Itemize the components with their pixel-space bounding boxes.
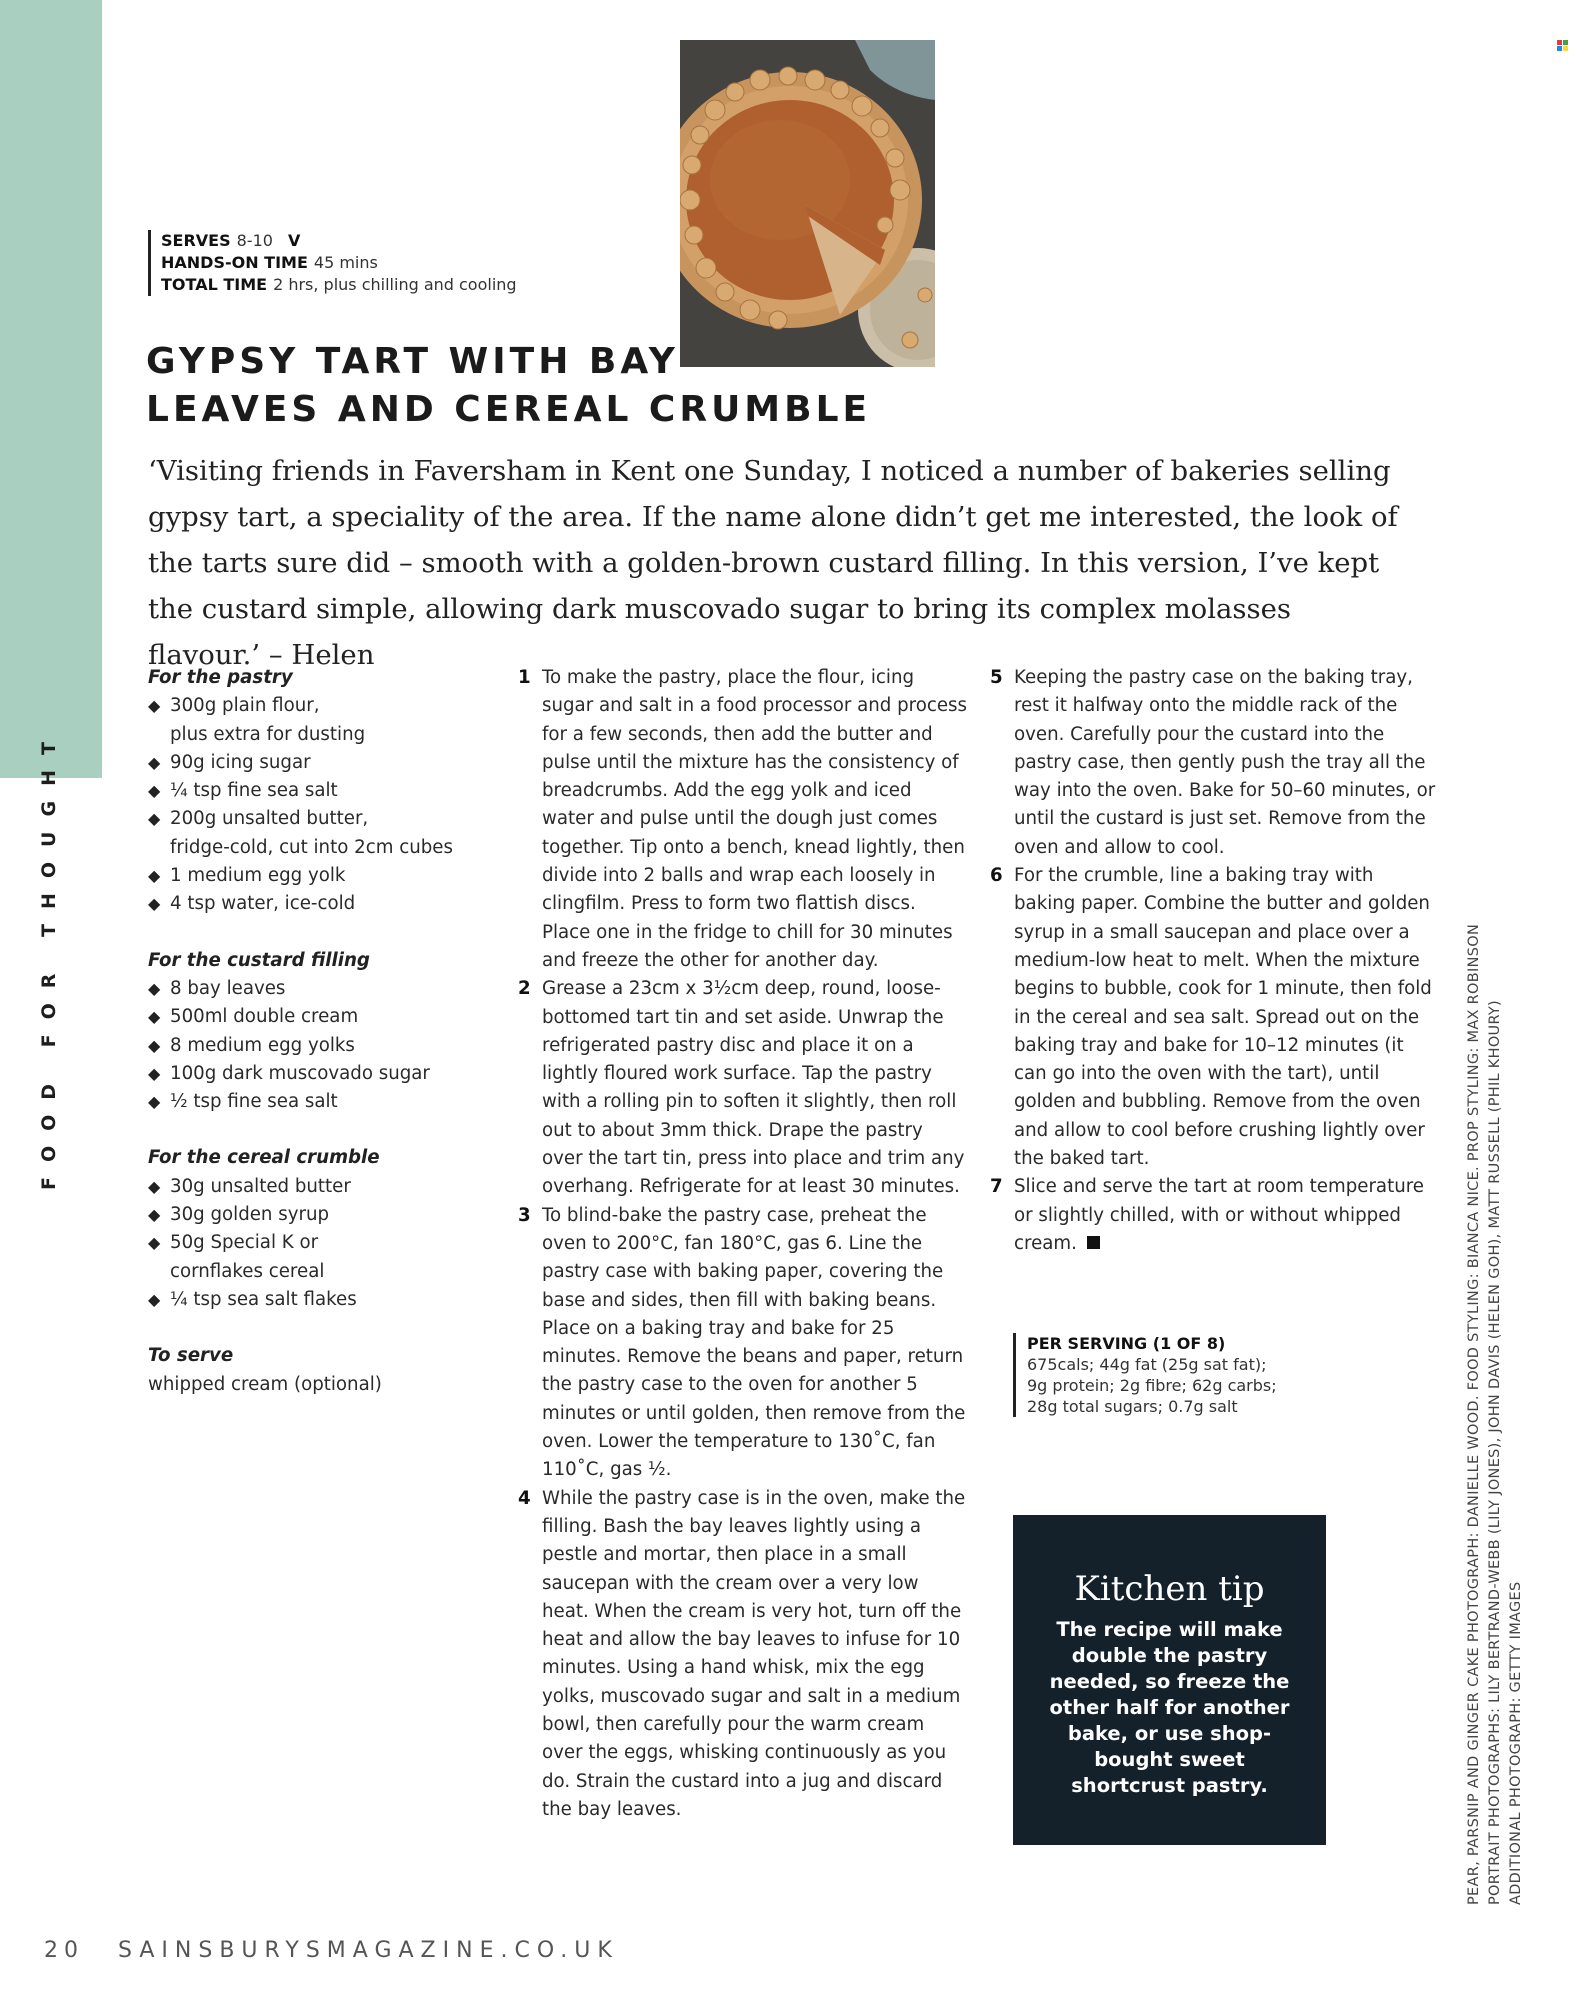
nutrition-info <box>1013 1333 1343 1417</box>
list-item: ◆ 1 medium egg yolk <box>148 862 528 890</box>
recipe-title <box>146 338 906 434</box>
custard-ingredients <box>148 947 528 1117</box>
method-step: 3 To blind-bake the pastry case, preheat the oven to 200°C, fan 180°C, gas 6. Line the pastry case with baking paper, covering the base and sides, then fill with baking beans. Place on a baking tray and bake for 25 minutes. Remove the beans and paper, return the pastry case to the oven for another 5 minutes or until golden, then remove from the oven. Lower the temperature to 130˚C, fan 110˚C, gas ½. <box>518 1204 966 1481</box>
vegetarian-mark: V <box>288 231 301 250</box>
diamond-bullet-icon: ◆ <box>148 1007 161 1027</box>
intro-quote: ‘Visiting friends in Faversham in Kent one Sunday, I noticed a number of bakeries selling gypsy tart, a speciality of the area. If the name alone didn’t get me interested, the look of the tarts sure did – smooth with a golden-brown custard filling. In this version, I’ve kept the custard simple, allowing dark muscovado sugar to bring its complex molasses flavour.’ – Helen <box>148 455 1398 671</box>
kitchen-tip-body: The recipe will make double the pastry needed, so freeze the other half for another bake, or use shop-bought sweet shortcrust pastry. <box>1049 1618 1290 1797</box>
hands-on-line <box>161 252 517 274</box>
list-item: ◆ 8 medium egg yolks <box>148 1032 528 1060</box>
list-item: ◆ 300g plain flour, plus extra for dusting <box>148 692 528 749</box>
total-time-value: 2 hrs, plus chilling and cooling <box>273 275 517 294</box>
nutrition-heading: PER SERVING (1 OF 8) <box>1027 1334 1226 1353</box>
diamond-bullet-icon: ◆ <box>148 1063 161 1083</box>
credit-line: PORTRAIT PHOTOGRAPHS: LILY BERTRAND-WEBB (LILY JONES), JOHN DAVIS (HELEN GOH), MATT RUSSELL (PHIL KHOURY) <box>1487 999 1503 1905</box>
diamond-bullet-icon: ◆ <box>148 1092 161 1112</box>
pastry-ingredients <box>148 664 528 919</box>
list-item: ◆ 30g unsalted butter <box>148 1173 528 1201</box>
method-step: 5 Keeping the pastry case on the baking tray, rest it halfway onto the middle rack of the oven. Carefully pour the custard into the pastry case, then gently push the tray all the way into the oven. Bake for 50–60 minutes, or until the custard is just set. Remove from the oven and allow to cool. <box>990 667 1436 858</box>
diamond-bullet-icon: ◆ <box>148 1176 161 1196</box>
recipe-meta <box>148 230 517 296</box>
diamond-bullet-icon: ◆ <box>148 1205 161 1225</box>
crumble-ingredients <box>148 1144 528 1314</box>
corner-color-mark <box>1557 40 1568 51</box>
diamond-bullet-icon: ◆ <box>148 781 161 801</box>
method-step: 6 For the crumble, line a baking tray with baking paper. Combine the butter and golden syrup in a small saucepan and place over a medium-low heat to melt. When the mixture begins to bubble, cook for 1 minute, then fold in the cereal and sea salt. Spread out on the baking tray and bake for 10–12 minutes (it can go into the oven with the tart), until golden and bubbling. Remove from the oven and allow to cool before crushing lightly over the baked tart. <box>990 865 1432 1170</box>
list-item: ◆ 50g Special K or cornflakes cereal <box>148 1229 528 1286</box>
diamond-bullet-icon: ◆ <box>148 1035 161 1055</box>
diamond-bullet-icon: ◆ <box>148 866 161 886</box>
method-column-1 <box>518 664 968 1824</box>
hands-on-value: 45 mins <box>313 253 378 272</box>
kitchen-tip-box <box>1013 1515 1326 1845</box>
diamond-bullet-icon: ◆ <box>148 696 161 716</box>
page-footer <box>44 1938 619 1963</box>
serves-value: 8-10 <box>236 231 273 250</box>
title-line-1: GYPSY TART WITH BAY <box>146 341 679 382</box>
list-item: ◆ 8 bay leaves <box>148 975 528 1003</box>
list-item: ◆ 500ml double cream <box>148 1003 528 1031</box>
total-time-line <box>161 274 517 296</box>
method-step: 4 While the pastry case is in the oven, make the filling. Bash the bay leaves lightly using a pestle and mortar, then place in a small saucepan with the cream over a very low heat. When the cream is very hot, turn off the heat and allow the bay leaves to infuse for 10 minutes. Using a hand whisk, mix the egg yolks, muscovado sugar and salt in a medium bowl, then carefully pour the warm cream over the eggs, whisking continuously as you do. Strain the custard into a jug and discard the bay leaves. <box>518 1487 966 1820</box>
list-item: ◆ 30g golden syrup <box>148 1201 528 1229</box>
diamond-bullet-icon: ◆ <box>148 978 161 998</box>
list-item: ◆ ¼ tsp sea salt flakes <box>148 1286 528 1314</box>
section-label: FOOD FOR THOUGHT <box>38 727 60 1190</box>
list-item: ◆ ¼ tsp fine sea salt <box>148 777 528 805</box>
credit-line: PEAR, PARSNIP AND GINGER CAKE PHOTOGRAPH: DANIELLE WOOD. FOOD STYLING: BIANCA NICE. PROP STYLING: MAX ROBINSON <box>1466 923 1482 1905</box>
list-item: ◆ 100g dark muscovado sugar <box>148 1060 528 1088</box>
custard-heading: For the custard filling <box>148 949 370 971</box>
serve-ingredients <box>148 1342 528 1399</box>
end-square-icon <box>1087 1236 1100 1249</box>
nutrition-line: 675cals; 44g fat (25g sat fat); <box>1027 1355 1267 1374</box>
list-item: ◆ 90g icing sugar <box>148 749 528 777</box>
diamond-bullet-icon: ◆ <box>148 894 161 914</box>
serve-heading: To serve <box>148 1345 234 1367</box>
nutrition-line: 9g protein; 2g fibre; 62g carbs; <box>1027 1376 1277 1395</box>
serves-label: SERVES <box>161 231 231 250</box>
list-item: ◆ 200g unsalted butter, fridge-cold, cut into 2cm cubes <box>148 805 528 862</box>
nutrition-line: 28g total sugars; 0.7g salt <box>1027 1397 1238 1416</box>
title-line-2: LEAVES AND CEREAL CRUMBLE <box>146 389 872 430</box>
diamond-bullet-icon: ◆ <box>148 1233 161 1253</box>
side-color-band <box>0 0 102 778</box>
ingredients-column <box>148 664 528 1427</box>
crumble-heading: For the cereal crumble <box>148 1147 380 1169</box>
list-item: ◆ 4 tsp water, ice-cold <box>148 890 528 918</box>
photo-credits <box>1464 785 1584 1905</box>
list-item: ◆ ½ tsp fine sea salt <box>148 1088 528 1116</box>
pastry-heading: For the pastry <box>148 667 293 688</box>
total-time-label: TOTAL TIME <box>161 275 268 294</box>
method-step: 2 Grease a 23cm x 3½cm deep, round, loose-bottomed tart tin and set aside. Unwrap the refrigerated pastry disc and place it on a lightly floured work surface. Tap the pastry with a rolling pin to soften it slightly, then roll out to about 3mm thick. Drape the pastry over the tart tin, press into place and trim any overhang. Refrigerate for at least 30 minutes. <box>518 978 965 1198</box>
hands-on-label: HANDS-ON TIME <box>161 253 308 272</box>
serve-item: whipped cream (optional) <box>148 1373 382 1395</box>
serves-line <box>161 230 517 252</box>
method-step: 7 Slice and serve the tart at room temperature or slightly chilled, with or without whipped cream. <box>990 1176 1424 1254</box>
diamond-bullet-icon: ◆ <box>148 809 161 829</box>
tart-photo <box>680 40 935 367</box>
tart-illustration <box>680 40 935 367</box>
diamond-bullet-icon: ◆ <box>148 1289 161 1309</box>
magazine-site: SAINSBURYSMAGAZINE.CO.UK <box>118 1938 619 1963</box>
credit-line: ADDITIONAL PHOTOGRAPH: GETTY IMAGES <box>1508 1581 1524 1905</box>
diamond-bullet-icon: ◆ <box>148 752 161 772</box>
page-number: 20 <box>44 1938 84 1963</box>
method-column-2 <box>990 664 1440 1258</box>
method-step: 1 To make the pastry, place the flour, icing sugar and salt in a food processor and process for a few seconds, then add the butter and pulse until the mixture has the consistency of breadcrumbs. Add the egg yolk and iced water and pulse until the dough just comes together. Tip onto a bench, knead lightly, then divide into 2 balls and wrap each loosely in clingfilm. Press to form two flattish discs. Place one in the fridge to chill for 30 minutes and freeze the other for another day. <box>518 667 967 971</box>
kitchen-tip-title: Kitchen tip <box>1074 1569 1265 1609</box>
